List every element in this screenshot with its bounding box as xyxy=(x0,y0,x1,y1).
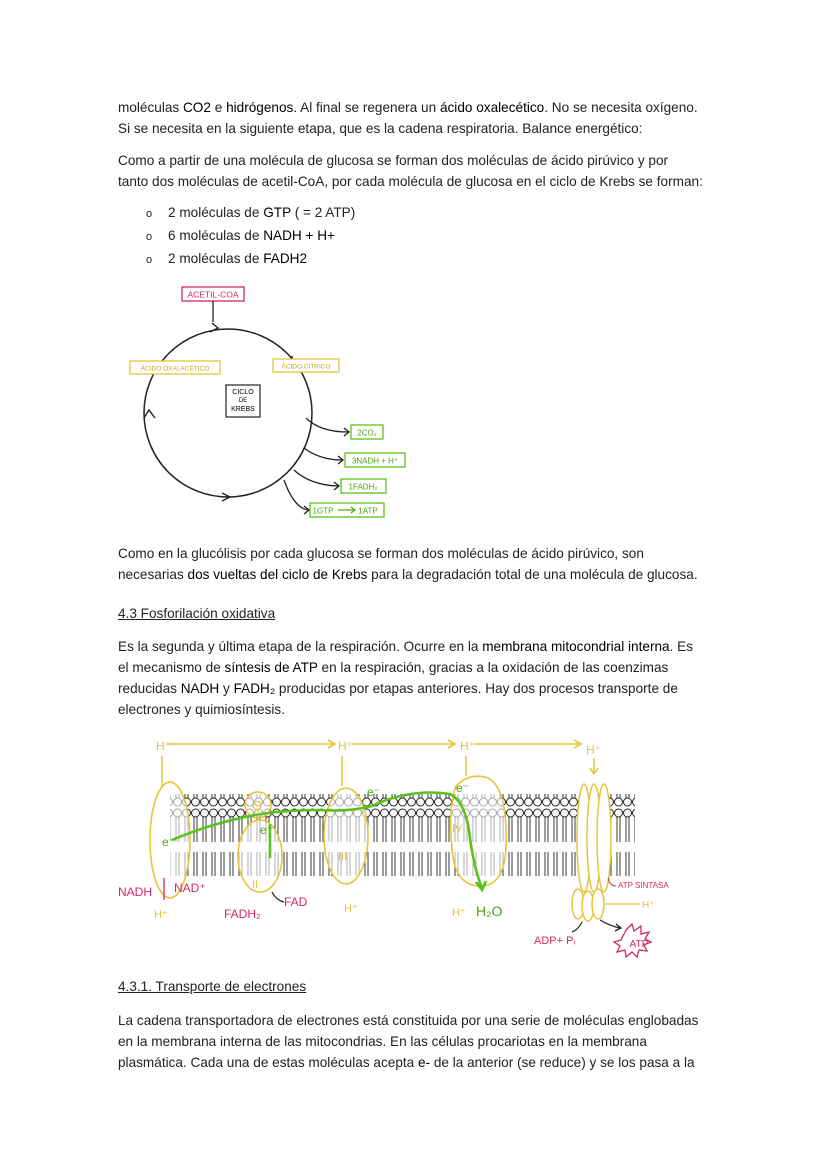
electron-label: e⁻ xyxy=(456,781,470,795)
text-line: tanto dos moléculas de acetil-CoA, por cada molécula de glucosa en el ciclo de Krebs se forman: xyxy=(118,174,703,189)
acetil-coa-label: ACETIL-COA xyxy=(187,289,239,300)
cycle-arrow xyxy=(144,410,155,418)
bullet-marker: o xyxy=(146,231,153,243)
text-line: necesarias dos vueltas del ciclo de Krebs para la degradación total de una molécula de glucosa. xyxy=(118,567,698,582)
bullet-marker: o xyxy=(146,254,153,266)
paragraph-krebs-end xyxy=(118,97,718,139)
nadh-label: 3NADH + H⁺ xyxy=(351,456,399,466)
text-line: La cadena transportadora de electrones está constituida por una serie de moléculas englobadas xyxy=(118,1013,699,1028)
atp-product-label: ATP xyxy=(629,939,649,950)
fad-label: FAD xyxy=(284,895,308,909)
proton-label: H⁺ xyxy=(642,900,655,911)
bullet-marker: o xyxy=(146,208,153,220)
proton-label: H⁺ xyxy=(344,903,358,915)
text-line: moléculas CO2 e hidrógenos. Al final se regenera un ácido oxalecético. No se necesita oxígeno. xyxy=(118,100,698,115)
text-line: electrones y quimiosíntesis. xyxy=(118,702,285,717)
center-label: DE xyxy=(238,398,248,404)
ubiquinone-label: Q xyxy=(252,798,263,813)
complex-ii-label: II xyxy=(252,879,259,891)
electron-label: e⁻ xyxy=(367,785,381,799)
text-line: Es la segunda y última etapa de la respiración. Ocurre en la membrana mitocondrial interna. Es xyxy=(118,639,694,654)
list-item: o 2 moléculas de FADH2 xyxy=(146,248,355,271)
paragraph-oxidative xyxy=(118,636,718,720)
list-item: o 6 moléculas de NADH + H+ xyxy=(146,225,355,248)
paragraph-electron-transport xyxy=(118,1010,718,1073)
nad-label: NAD⁺ xyxy=(174,881,206,895)
water-label: H₂O xyxy=(476,903,503,919)
proton-label: H⁺ xyxy=(338,739,353,753)
subsection-heading: 4.3.1. Transporte de electrones xyxy=(118,979,307,994)
proton-label: H⁺ xyxy=(586,743,601,757)
krebs-cycle-diagram xyxy=(110,280,430,525)
oxalacetico-label: ÁCIDO OXALACÉTICO xyxy=(140,365,210,373)
section-heading: 4.3 Fosforilación oxidativa xyxy=(118,606,276,621)
atp-synthase-label: ATP SINTASA xyxy=(618,881,669,890)
proton-label: H⁺ xyxy=(452,907,466,919)
output-arrow xyxy=(284,480,308,510)
proton-label: H⁺ xyxy=(154,909,168,921)
adp-label: ADP+ Pᵢ xyxy=(534,935,576,947)
gtp-label: 1GTP xyxy=(312,506,334,516)
paragraph-two-turns xyxy=(118,543,718,585)
center-label: KREBS xyxy=(231,406,255,413)
cycle-arrow xyxy=(210,323,218,332)
citrico-label: ÁCIDO CÍTRICO xyxy=(281,363,331,371)
proton-label: H⁺ xyxy=(156,739,171,753)
complex-iii-label: III xyxy=(338,851,348,863)
output-arrow xyxy=(304,448,342,460)
text-line: plasmática. Cada una de estas moléculas acepta e- de la anterior (se reduce) y se los pasa a la xyxy=(118,1055,695,1070)
text-line: el mecanismo de síntesis de ATP en la respiración, gracias a la oxidación de las coenzimas xyxy=(118,660,669,675)
fadh-label: 1FADH₂ xyxy=(348,482,378,492)
co2-label: 2CO₂ xyxy=(357,428,377,438)
bullet-list xyxy=(146,202,355,271)
electron-label: e⁻ xyxy=(162,835,176,849)
complex-iv-label: IV xyxy=(452,823,463,835)
paragraph-glucose xyxy=(118,150,718,192)
list-item: o 2 moléculas de GTP ( = 2 ATP) xyxy=(146,202,355,225)
nadh-label: NADH xyxy=(118,885,153,899)
electron-label: e⁻ xyxy=(260,823,274,837)
proton-label: H⁺ xyxy=(460,739,475,753)
output-arrow xyxy=(294,470,338,486)
text-line: Si se necesita en la siguiente etapa, que es la cadena respiratoria. Balance energético: xyxy=(118,121,643,136)
text-line: reducidas NADH y FADH₂ producidas por etapas anteriores. Hay dos procesos transporte de xyxy=(118,681,678,696)
atp-label: 1ATP xyxy=(358,506,378,516)
text-line: Como a partir de una molécula de glucosa se forman dos moléculas de ácido pirúvico y por xyxy=(118,153,669,168)
text-line: en la membrana interna de las mitocondrias. En las células procariotas en la membrana xyxy=(118,1034,647,1049)
fadh-label: FADH₂ xyxy=(224,907,261,921)
center-label: CICLO xyxy=(232,389,254,396)
electron-transport-diagram xyxy=(110,728,690,968)
text-line: Como en la glucólisis por cada glucosa se forman dos moléculas de ácido pirúvico, son xyxy=(118,546,644,561)
complex-iii xyxy=(324,788,368,884)
